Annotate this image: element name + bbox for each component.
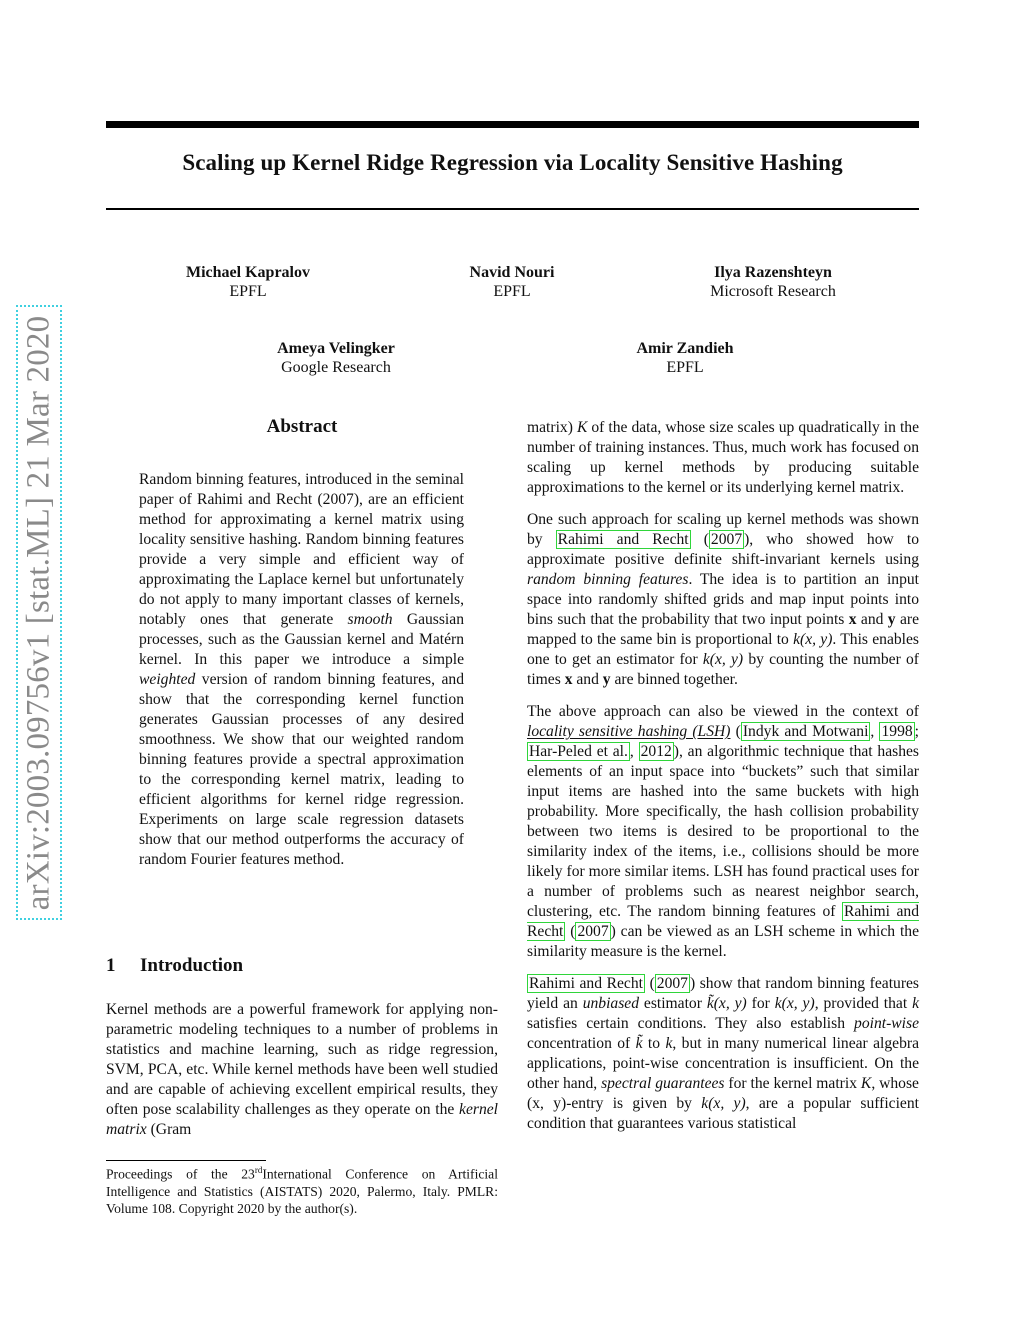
- paragraph: One such approach for scaling up kernel methods was shown by Rahimi and Recht ( 2007 ), who showed how to approximate positive definite shift-invariant kernels using random binning features. The idea is to partition an input space into randomly shifted grids and map input points into bins such that the probability that two input points x and y are mapped to the same bin is proportional to k(x, y). This enables one to get an estimator for k(x, y) by counting the number of times x and y are binned together.: [527, 511, 920, 688]
- arxiv-stamp[interactable]: [16, 305, 62, 920]
- paragraph: The above approach can also be viewed in the context of locality sensitive hashing (LSH) ( Indyk and Motwani , 1998 ; Har-Peled et al. , 2012 ), an algorithmic technique that hashes elements of an input space into “buckets” such that similar input items are hashed into the same buckets with high probability. More specifically, the hash collision probability between two items is desired to be proportional to the similarity index of the items, i.e., collisions should be more likely for more similar items. LSH has found practical uses for a number of problems such as nearest neighbor search, clustering, etc. The random binning features of Rahimi and Recht ( 2007 ) can be viewed as an LSH scheme in which the similarity measure is the kernel.: [527, 703, 920, 960]
- author-affiliation: Microsoft Research: [710, 283, 836, 300]
- footnote-rule: [106, 1160, 266, 1161]
- section-heading-introduction: [106, 955, 243, 977]
- author-affiliation: EPFL: [229, 283, 267, 300]
- abstract-paragraph: Random binning features, introduced in the seminal paper of Rahimi and Recht (2007), are an efficient method for approximating a kernel matrix using locality sensitive hashing. Random binning features provide a very simple and efficient way of approximating the Laplace kernel but unfortunately do not apply to many important classes of kernels, notably ones that generate smooth Gaussian processes, such as the Gaussian kernel and Matérn kernel. In this paper we introduce a simple weighted version of random binning features, and show that the corresponding kernel function generates Gaussian processes of any desired smoothness. We show that our weighted random binning features provide a spectral approximation to the corresponding kernel matrix, leading to efficient algorithms for kernel ridge regression. Experiments on large scale regression datasets show that our method outperforms the accuracy of random Fourier features method.: [139, 471, 464, 868]
- introduction-paragraph: Kernel methods are a powerful framework for applying non-parametric modeling techniques to a number of problems in statistics and machine learning, such as ridge regression, SVM, PCA, etc. While kernel methods have been well studied and are capable of achieving excellent empirical results, they often pose scalability challenges as they operate on the kernel matrix (Gram: [106, 1001, 498, 1138]
- author-name: Ameya Velingker: [277, 340, 395, 357]
- title-rule-top: [106, 121, 919, 128]
- citation-link[interactable]: 2007: [656, 975, 688, 992]
- citation-link[interactable]: Rahimi and Recht: [557, 531, 689, 548]
- author-block: [236, 340, 436, 377]
- author-name: Navid Nouri: [469, 264, 555, 281]
- section-number: 1: [106, 955, 116, 976]
- citation-link[interactable]: Rahimi and Recht: [529, 975, 643, 992]
- title-rule-bottom: [106, 208, 919, 210]
- footnote: Proceedings of the 23rdInternational Conference on Artificial Intelligence and Statistics (AISTATS) 2020, Palermo, Italy. PMLR: Volume 108. Copyright 2020 by the author(s).: [106, 1165, 498, 1216]
- paper-title: Scaling up Kernel Ridge Regression via Locality Sensitive Hashing: [182, 150, 843, 175]
- paragraph: Rahimi and Recht ( 2007 ) show that random binning features yield an unbiased estimator k̃(x, y) for k(x, y), provided that k satisfies certain conditions. They also establish point-wise concentration of k̃ to k, but in many numerical linear algebra applications, point-wise concentration is insufficient. On the other hand, spectral guarantees for the kernel matrix K, whose (x, y)-entry is given by k(x, y), are a popular sufficient condition that guarantees various statistical: [527, 975, 920, 1132]
- author-name: Amir Zandieh: [636, 340, 734, 357]
- citation-link[interactable]: 1998: [881, 723, 913, 740]
- citation-link[interactable]: Rahimi and Recht: [527, 903, 919, 940]
- paragraph: matrix) K of the data, whose size scales up quadratically in the number of training instances. Thus, much work has focused on scaling up kernel methods by producing suitable approximations to the kernel or its underlying kernel matrix.: [527, 419, 920, 496]
- author-affiliation: EPFL: [666, 359, 704, 376]
- author-name: Michael Kapralov: [186, 264, 310, 281]
- citation-link[interactable]: 2007: [710, 531, 743, 548]
- author-name: Ilya Razenshteyn: [714, 264, 832, 281]
- right-column-body: [527, 418, 919, 1146]
- author-block: [412, 264, 612, 301]
- citation-link[interactable]: 2012: [640, 743, 672, 760]
- author-affiliation: EPFL: [493, 283, 531, 300]
- citation-link[interactable]: Har-Peled et al.: [529, 743, 628, 760]
- citation-link[interactable]: Indyk and Motwani: [742, 723, 869, 740]
- abstract-heading: Abstract: [266, 416, 338, 437]
- author-block: [585, 340, 785, 377]
- citation-link[interactable]: 2007: [577, 923, 609, 940]
- section-title: Introduction: [140, 955, 244, 976]
- author-block: [148, 264, 348, 301]
- author-block: [663, 264, 883, 301]
- abstract-body: [139, 470, 464, 882]
- introduction-body: [106, 1000, 498, 1152]
- author-affiliation: Google Research: [281, 359, 391, 376]
- arxiv-stamp-text: arXiv:2003.09756v1 [stat.ML] 21 Mar 2020: [20, 315, 57, 910]
